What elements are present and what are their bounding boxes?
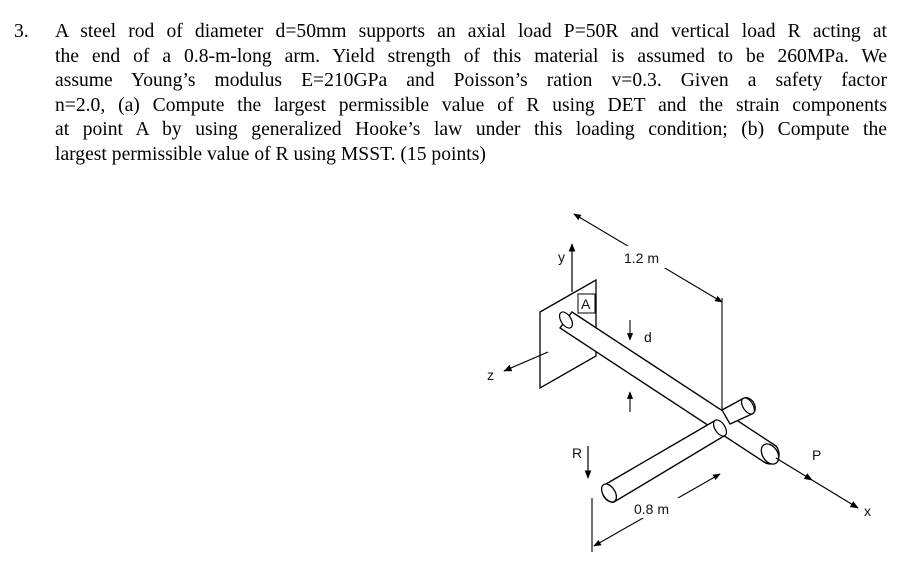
- diameter-label: d: [644, 329, 652, 345]
- problem-line-5: at point A by using generalized Hooke’s law under this loading condition; (b) Compute the: [55, 119, 887, 140]
- load-p-label: P: [812, 447, 822, 463]
- z-axis-label: z: [487, 367, 494, 383]
- problem-line-3: assume Young’s modulus E=210GPa and Poisson’s ration v=0.3. Given a safety factor: [55, 70, 887, 91]
- length-arm-label: 0.8 m: [634, 501, 670, 517]
- problem-line-4: n=2.0, (a) Compute the largest permissible value of R using DET and the strain components: [55, 94, 887, 116]
- length-main-label: 1.2 m: [624, 250, 660, 266]
- x-axis: [812, 480, 858, 508]
- point-a-label: A: [581, 296, 591, 312]
- load-r-label: R: [572, 445, 583, 461]
- arm-rod: [602, 420, 724, 502]
- main-rod: [560, 312, 779, 464]
- y-axis-label: y: [558, 249, 565, 265]
- load-p-arrow: [776, 458, 812, 480]
- problem-line-2: the end of a 0.8-m-long arm. Yield strength of this material is assumed to be 260MPa. We: [55, 45, 887, 67]
- x-axis-label: x: [864, 503, 871, 519]
- problem-line-1: A steel rod of diameter d=50mm supports an axial load P=50R and vertical load R acting at: [55, 21, 887, 42]
- problem-line-6: largest permissible value of R using MSST. (15 points): [55, 143, 486, 165]
- problem-number: 3.: [14, 21, 29, 42]
